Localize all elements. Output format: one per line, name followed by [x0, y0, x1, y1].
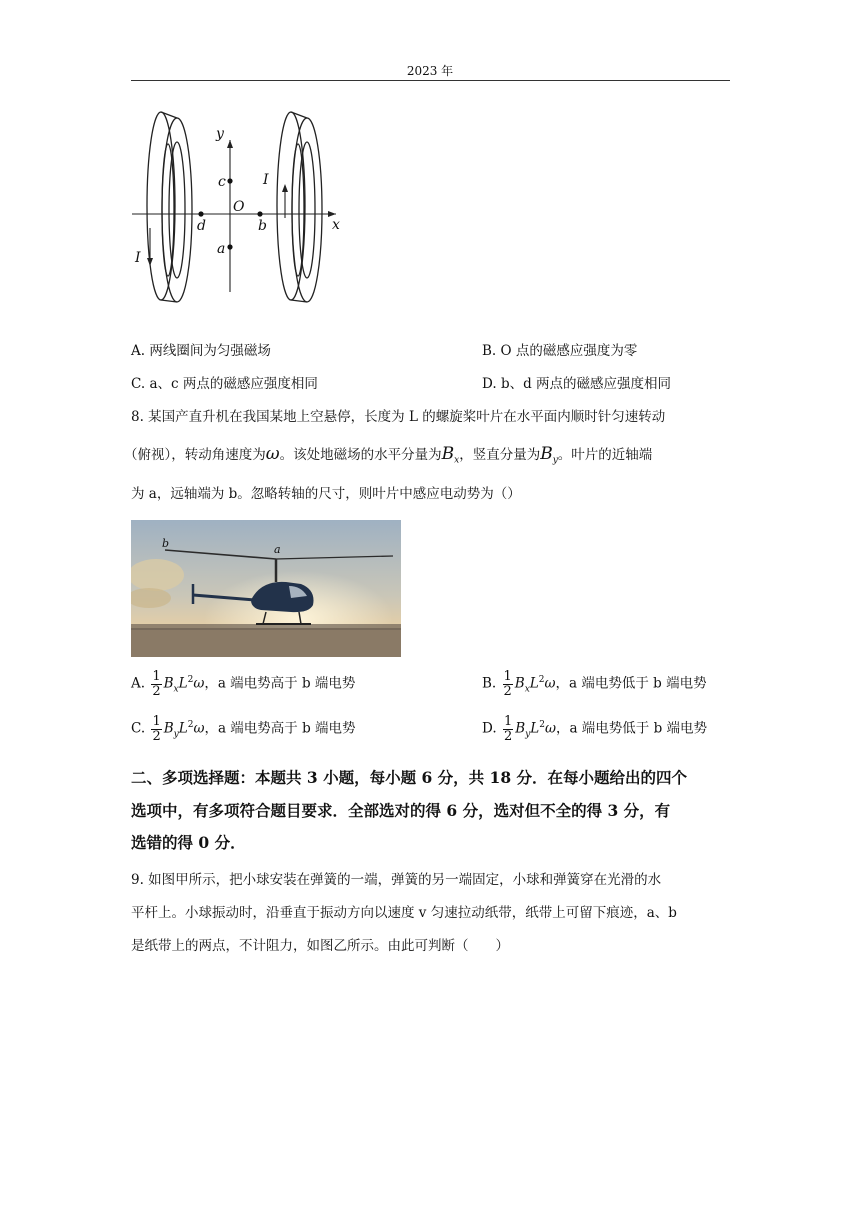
label-c: c: [218, 174, 226, 190]
photo-label-b: b: [162, 537, 170, 550]
q8-line-2: （俯视），转动角速度为ω。该处地磁场的水平分量为$B_x$，竖直分量为$B_y$。叶片的近轴端: [124, 444, 653, 466]
label-b: b: [258, 218, 267, 234]
label-y: y: [216, 126, 224, 142]
y-axis-arrowhead: [227, 140, 233, 148]
q7-option-d: D. b、d 两点的磁感应强度相同: [482, 376, 672, 392]
label-d: d: [197, 218, 206, 234]
left-current-arrowhead: [147, 258, 153, 266]
q8-option-b: B. $\frac{1}{2}$ $B_xL^2\omega$，a 端电势低于 b 端电势: [482, 669, 707, 699]
q7-option-b: B. O 点的磁感应强度为零: [482, 343, 638, 359]
label-I-left: I: [135, 250, 141, 266]
q9-line-1: 9. 如图甲所示，把小球安装在弹簧的一端，弹簧的另一端固定，小球和弹簧穿在光滑的水: [131, 872, 662, 888]
q8-line-3: 为 a，远轴端为 b。忽略转轴的尺寸，则叶片中感应电动势为（）: [131, 486, 521, 502]
label-a: a: [217, 241, 226, 257]
label-I-right: I: [263, 172, 269, 188]
left-coil: [147, 112, 192, 302]
page-header: 2023 年: [406, 64, 454, 78]
right-coil: [277, 112, 322, 302]
section2-line-2: 选项中，有多项符合题目要求．全部选对的得 6 分，选对但不全的得 3 分，有: [131, 801, 671, 820]
q7-option-c: C. a、c 两点的磁感应强度相同: [131, 376, 318, 392]
section2-line-3: 选错的得 0 分．: [131, 833, 246, 852]
q9-line-2: 平杆上。小球振动时，沿垂直于振动方向以速度 v 匀速拉动纸带，纸带上可留下痕迹，a、b: [131, 905, 677, 921]
q9-line-3: 是纸带上的两点，不计阻力，如图乙所示。由此可判断（ ）: [131, 938, 509, 954]
q8-line-1: 8. 某国产直升机在我国某地上空悬停，长度为 L 的螺旋桨叶片在水平面内顺时针匀速转动: [131, 409, 666, 425]
q7-option-a: A. 两线圈间为匀强磁场: [131, 343, 271, 359]
q8-option-d: D. $\frac{1}{2}$ $B_yL^2\omega$，a 端电势低于 b 端电势: [482, 714, 708, 744]
label-O: O: [233, 199, 245, 215]
point-a: [227, 244, 232, 249]
right-current-arrowhead: [282, 184, 288, 192]
q8-option-c: C. $\frac{1}{2}$ $B_yL^2\omega$，a 端电势高于 b 端电势: [131, 714, 356, 744]
label-x: x: [332, 217, 340, 233]
coils-figure: [128, 106, 348, 322]
point-d: [198, 211, 203, 216]
photo-label-a: a: [274, 543, 281, 556]
point-c: [227, 178, 232, 183]
header-rule: [131, 80, 730, 81]
q8-option-a: A. $\frac{1}{2}$ $B_xL^2\omega$，a 端电势高于 b 端电势: [131, 669, 356, 699]
point-b: [257, 211, 262, 216]
section2-line-1: 二、多项选择题：本题共 3 小题，每小题 6 分，共 18 分．在每小题给出的四个: [131, 768, 688, 787]
helicopter-photo: [131, 520, 401, 657]
